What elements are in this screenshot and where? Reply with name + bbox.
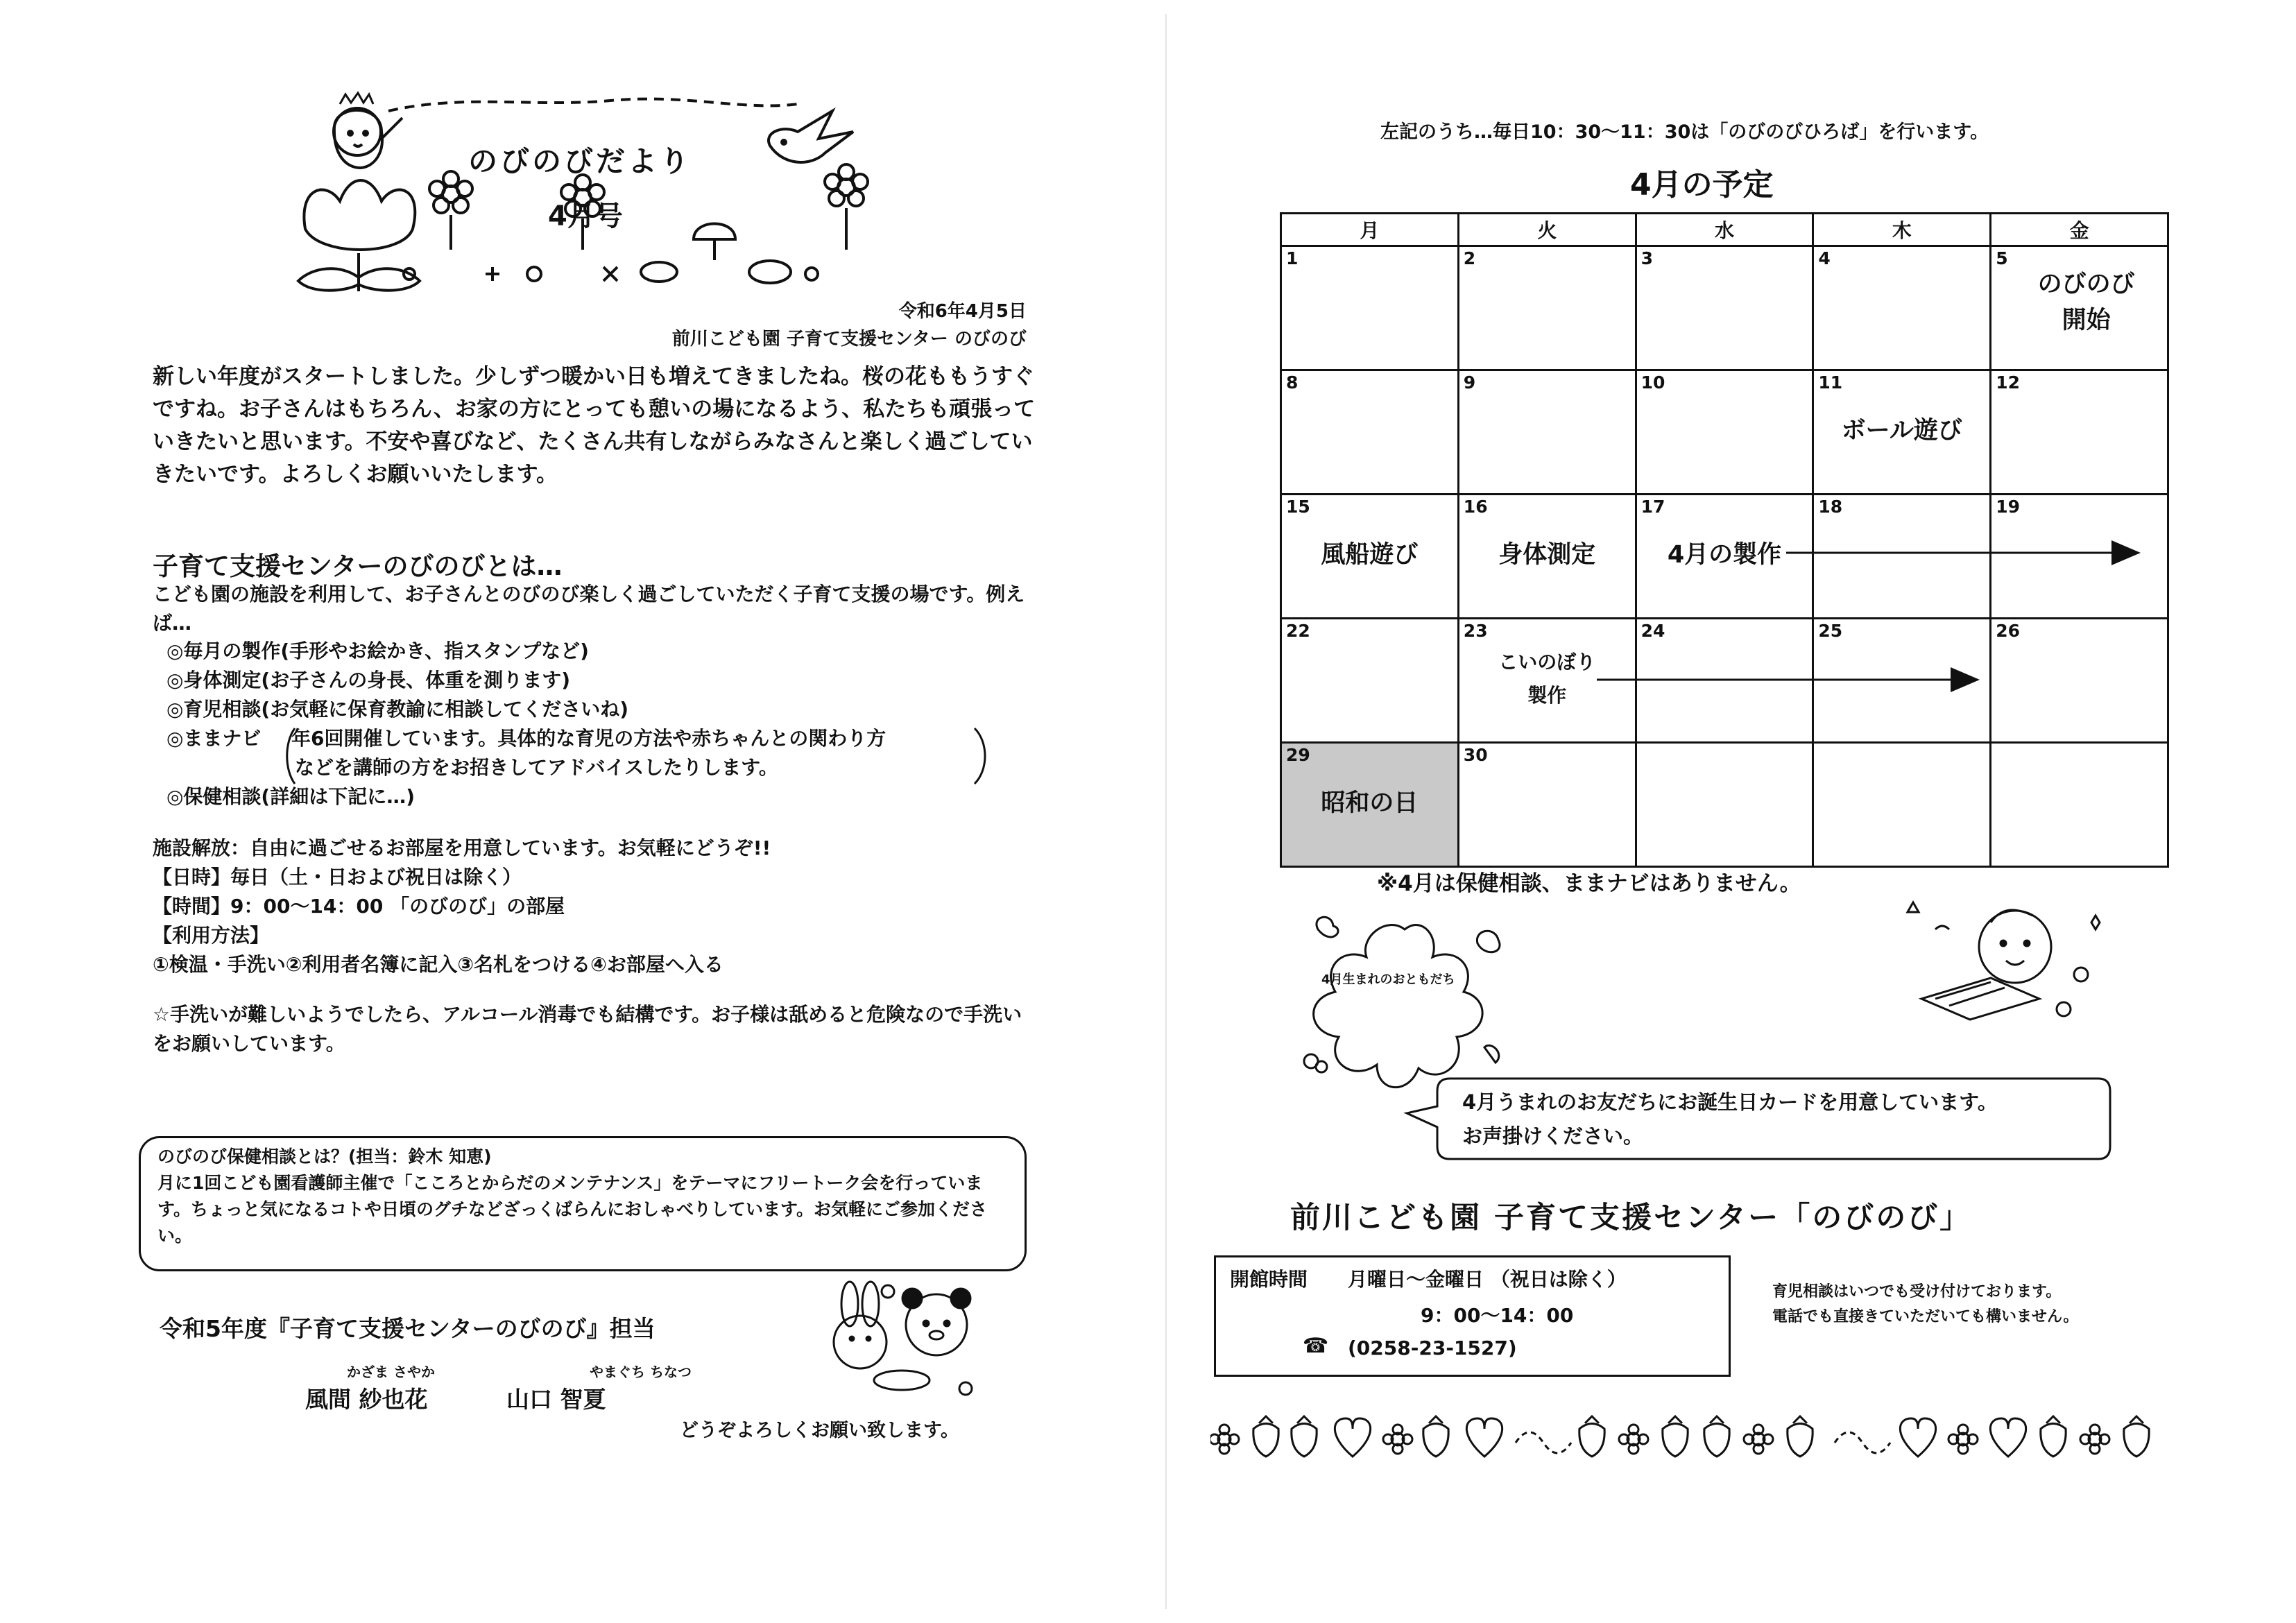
- side-note-2: 電話でも直接きていただいても構いません。: [1772, 1308, 2079, 1325]
- facility-open: 施設解放：自由に過ごせるお部屋を用意しています。お気軽にどうぞ!!: [153, 836, 771, 859]
- facility-time: 【時間】9：00～14：00 「のびのび」の部屋: [153, 895, 565, 918]
- staff-ruby-1: かざま さやか: [347, 1364, 435, 1380]
- animals-illustration: [812, 1276, 985, 1401]
- facility-usage-label: 【利用方法】: [153, 924, 270, 947]
- event-body-measure: 身体測定: [1498, 541, 1596, 569]
- day-number: 18: [1818, 497, 1843, 517]
- hours-label: 開館時間: [1230, 1268, 1308, 1291]
- about-heading: 子育て支援センターのびのびとは…: [153, 551, 563, 581]
- staff-ruby-2: やまぐち ちなつ: [590, 1364, 692, 1380]
- staff-name-2: 山口 智夏: [506, 1386, 606, 1413]
- calendar-note: ※4月は保健相談、ままナビはありません。: [1377, 871, 1801, 896]
- event-april-craft: 4月の製作: [1667, 541, 1782, 569]
- event-line: こいのぼり: [1498, 651, 1596, 673]
- event-line: のびのび: [2037, 270, 2135, 298]
- staff-name-1: 風間 紗也花: [305, 1386, 428, 1413]
- about-item-craft: ◎毎月の製作(手形やお絵かき、指スタンプなど): [166, 639, 589, 662]
- mamanavi-label: ◎ままナビ: [166, 727, 262, 750]
- about-item-health: ◎保健相談(詳細は下記に…): [166, 785, 415, 808]
- schedule-top-notice: 左記のうち…毎日10：30～11：30は「のびのびひろば」を行います。: [1380, 121, 1989, 143]
- consult-body: 月に1回こども園看護師主催で「こころとからだのメンテナンス」をテーマにフリートーク会を行っています。ちょっと気になるコトや日頃のグチなどざっくばらんにおしゃべりしています。お気軽にご参加ください。: [157, 1173, 988, 1246]
- mamanavi-desc-1: 年6回開催しています。具体的な育児の方法や赤ちゃんとの関わり方: [291, 727, 886, 750]
- facility-schedule: 【日時】毎日（土・日および祝日は除く）: [153, 866, 522, 888]
- weekday-tue: 火: [1458, 214, 1636, 246]
- day-number: 17: [1640, 497, 1665, 517]
- mamanavi-desc-2: などを講師の方をお招きしてアドバイスしたりします。: [295, 756, 778, 779]
- hours-time: 9：00～14：00: [1421, 1304, 1574, 1327]
- weekday-mon: 月: [1281, 214, 1459, 246]
- day-number: 4: [1818, 248, 1831, 268]
- hours-box: [1214, 1255, 1731, 1377]
- event-showa-day: 昭和の日: [1321, 789, 1419, 817]
- weekday-wed: 水: [1636, 214, 1813, 246]
- baby-illustration: [1894, 895, 2102, 1027]
- day-number: 11: [1818, 372, 1843, 393]
- birthday-flower-label: 4月生まれのおともだち: [1321, 972, 1455, 987]
- facility-section: [153, 834, 1040, 1058]
- side-note-1: 育児相談はいつでも受け付けております。: [1772, 1283, 2062, 1300]
- day-number: 3: [1640, 248, 1653, 268]
- intro-paragraph: 新しい年度がスタートしました。少しずつ暖かい日も増えてきましたね。桜の花ももうすぐですね。お子さんはもちろん、お家の方にとっても憩いの場になるよう、私たちも頑張っていきたいと思います。不安や喜びなど、たくさん共有しながらみなさんと楽しく過ごしていきたいです。よろしくお願いいたします。: [153, 364, 1036, 487]
- mamanavi-brackets: [281, 721, 995, 791]
- day-number: 15: [1286, 497, 1310, 517]
- day-number: 9: [1463, 372, 1476, 393]
- day-number: 25: [1818, 621, 1843, 641]
- weekday-thu: 木: [1813, 214, 1991, 246]
- newsletter-publisher: 前川こども園 子育て支援センター のびのび: [671, 329, 1027, 350]
- hours-days: 月曜日～金曜日 （祝日は除く）: [1348, 1268, 1627, 1291]
- facility-usage-steps: ①検温・手洗い②利用者名簿に記入③名札をつける④お部屋へ入る: [153, 953, 723, 976]
- closing-line: どうぞよろしくお願い致します。: [680, 1420, 959, 1441]
- calendar-arrows: [1276, 208, 2178, 867]
- day-number: 26: [1996, 621, 2020, 641]
- page-divider: [1165, 14, 1167, 1609]
- day-number: 2: [1463, 248, 1476, 268]
- phone-number: (0258-23-1527): [1348, 1337, 1517, 1359]
- day-number: 24: [1640, 621, 1665, 641]
- consult-box: [139, 1136, 1027, 1271]
- newsletter-issue: 4月号: [548, 200, 623, 232]
- phone-icon: ☎: [1303, 1334, 1329, 1358]
- about-item-measure: ◎身体測定(お子さんの身長、体重を測ります): [166, 669, 571, 692]
- weekday-fri: 金: [1991, 214, 2168, 246]
- speech-line-1: 4月うまれのお友だちにお誕生日カードを用意しています。: [1462, 1090, 1998, 1114]
- event-line: 開始: [2062, 307, 2111, 334]
- facility-note: ☆手洗いが難しいようでしたら、アルコール消毒でも結構です。お子様は舐めると危険なので手洗いをお願いしています。: [153, 1003, 1022, 1055]
- event-ball-play: ボール遊び: [1841, 417, 1962, 445]
- day-number: 8: [1286, 372, 1299, 393]
- center-name: 前川こども園 子育て支援センター「のびのび」: [1290, 1201, 1972, 1235]
- day-number: 30: [1463, 745, 1488, 765]
- consult-title: のびのび保健相談とは？(担当：鈴木 知恵): [157, 1147, 492, 1167]
- day-number: 1: [1286, 248, 1299, 268]
- speech-line-2: お声掛けください。: [1462, 1124, 1644, 1148]
- day-number: 16: [1463, 497, 1488, 517]
- calendar-title: 4月の予定: [1630, 167, 1774, 203]
- day-number: 23: [1463, 621, 1488, 641]
- about-body: こども園の施設を利用して、お子さんとのびのび楽しく過ごしていただく子育て支援の場です。例えば…: [153, 583, 1025, 635]
- event-balloon-play: 風船遊び: [1321, 541, 1419, 569]
- newsletter-title: のびのびだより: [468, 144, 692, 178]
- decorative-border: [1210, 1401, 2168, 1470]
- event-line: 製作: [1527, 684, 1567, 707]
- day-number: 22: [1286, 621, 1310, 641]
- day-number: 10: [1640, 372, 1665, 393]
- day-number: 19: [1996, 497, 2020, 517]
- about-item-consult: ◎育児相談(お気軽に保育教諭に相談してくださいね): [166, 698, 629, 721]
- day-number: 29: [1286, 745, 1310, 765]
- staff-title: 令和5年度『子育て支援センターのびのび』担当: [160, 1315, 656, 1342]
- newsletter-date: 令和6年4月5日: [898, 301, 1027, 322]
- day-number: 12: [1996, 372, 2020, 393]
- day-number: 5: [1996, 248, 2008, 268]
